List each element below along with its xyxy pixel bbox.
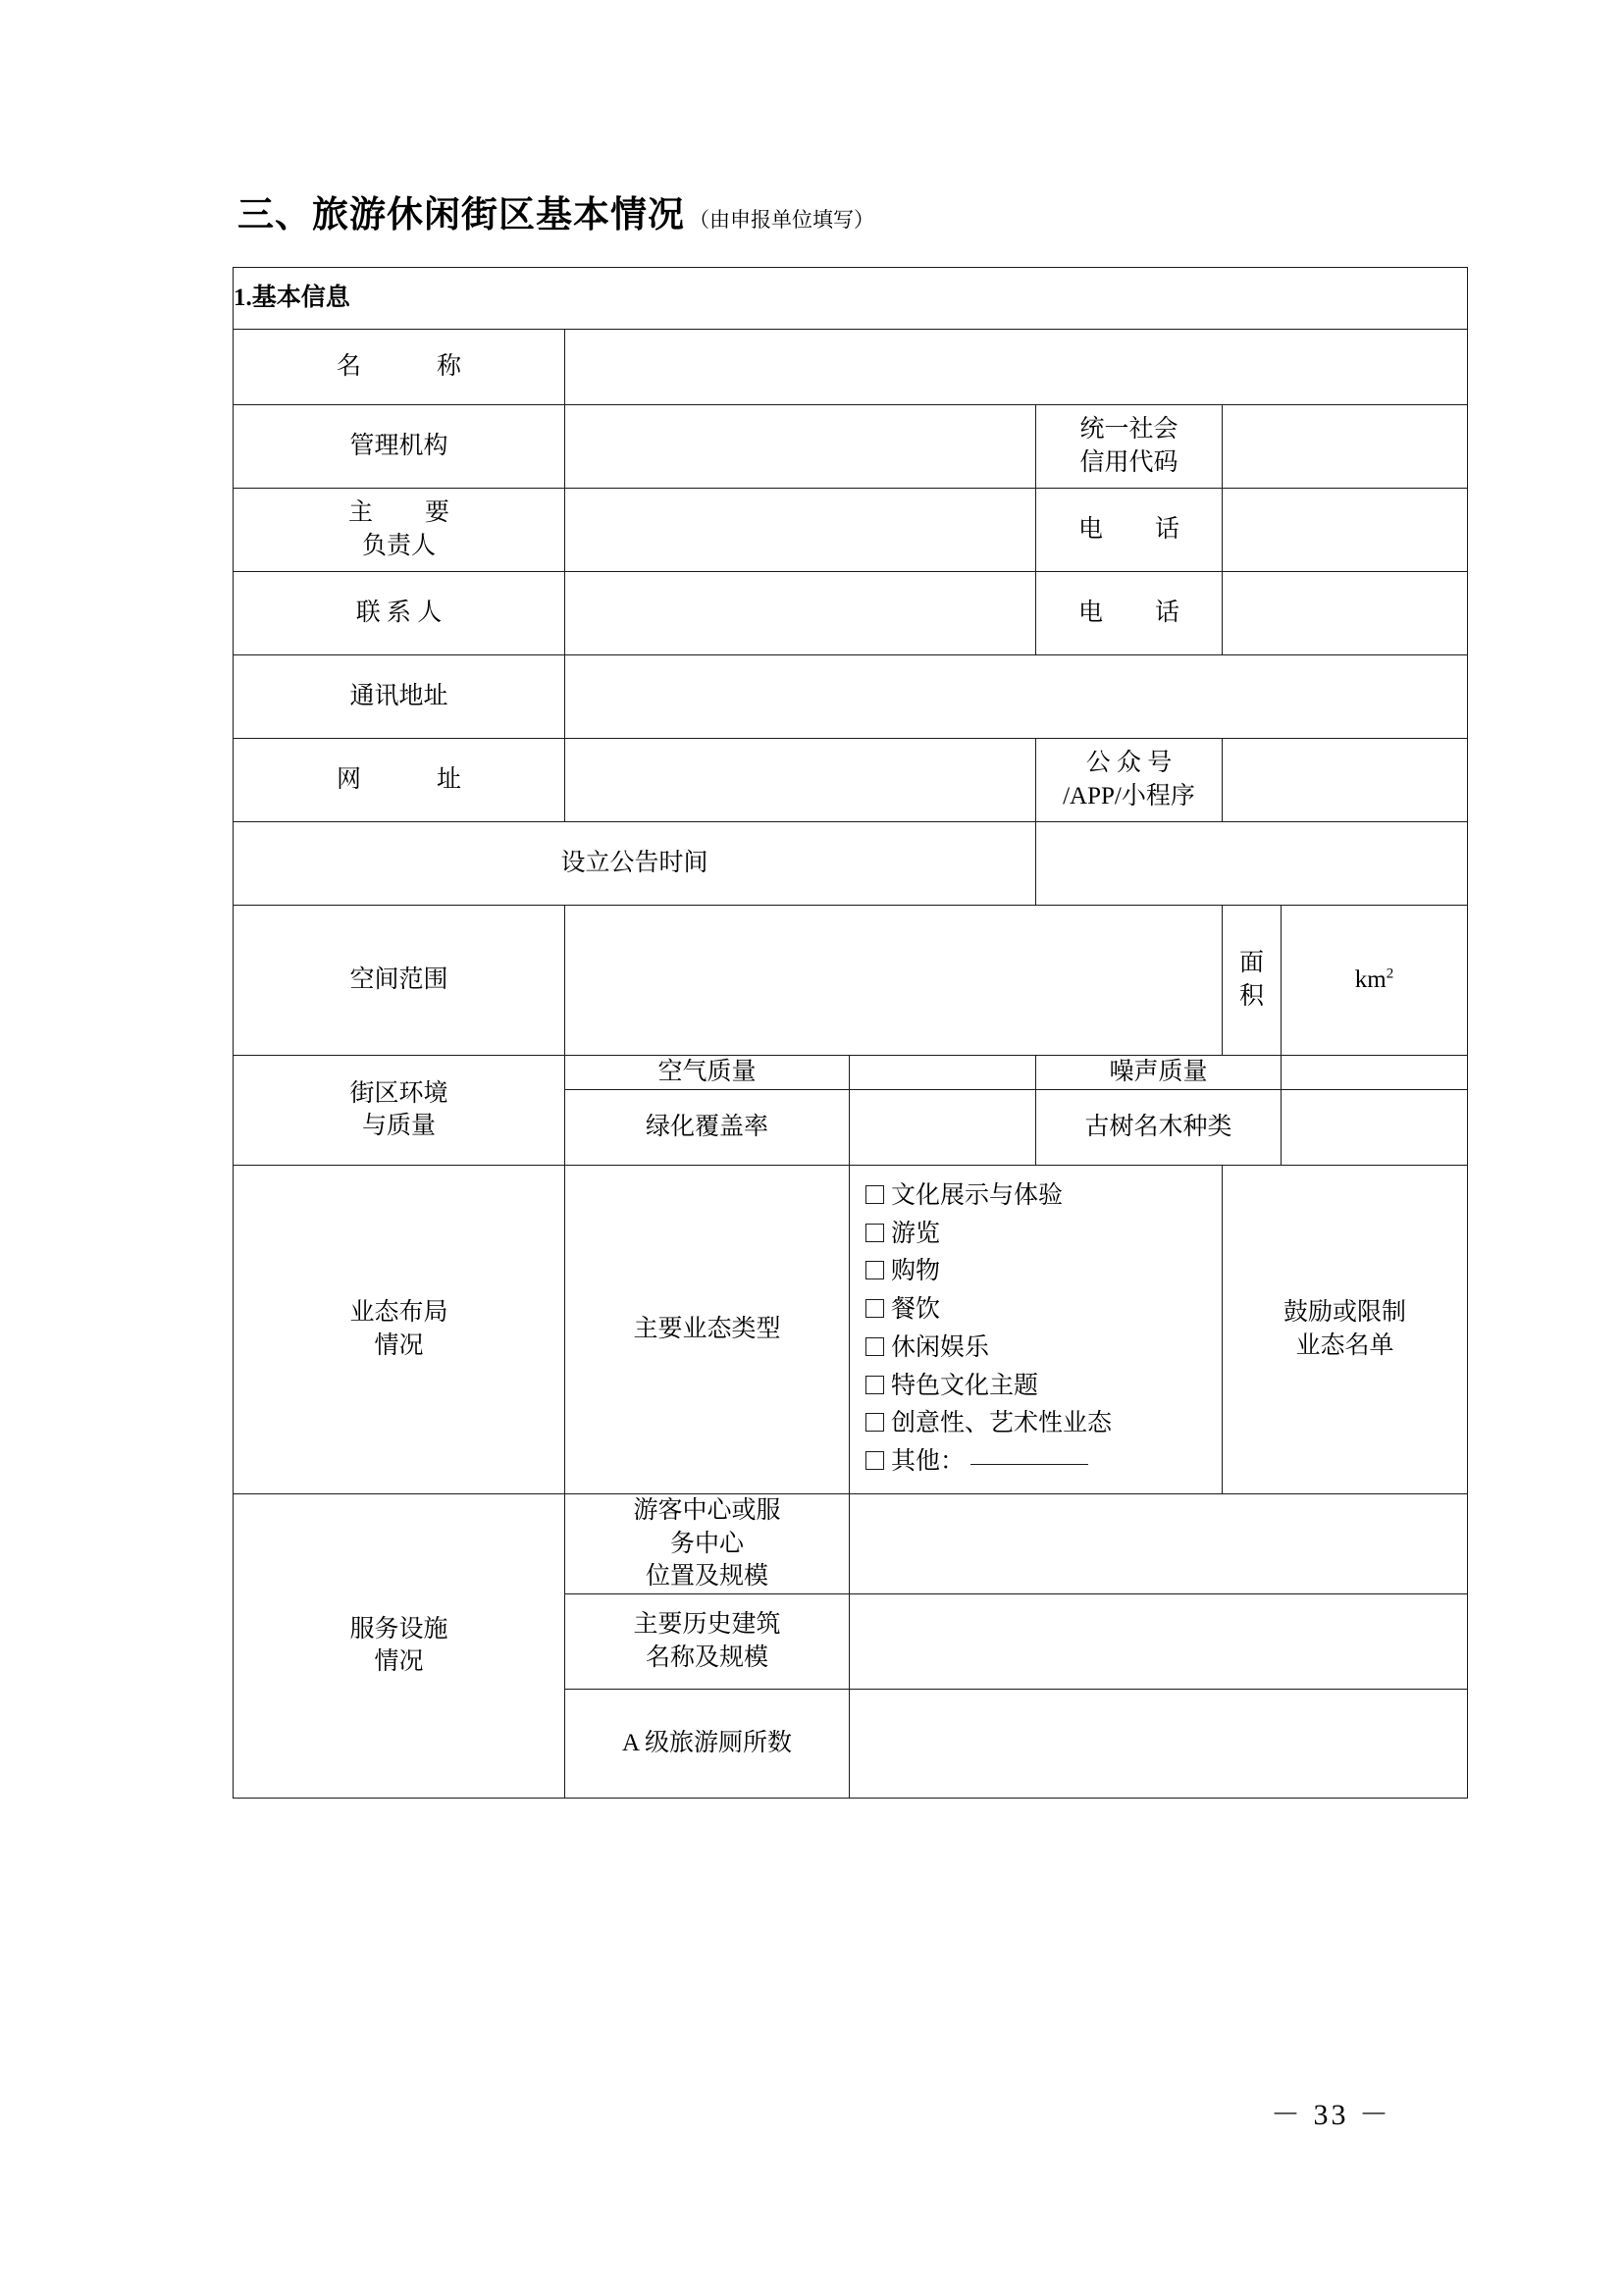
checkbox-icon[interactable]: [865, 1224, 884, 1242]
checkbox-option[interactable]: 特色文化主题: [865, 1368, 1222, 1406]
label-toilets: A 级旅游厕所数: [565, 1690, 850, 1799]
checkbox-icon[interactable]: [865, 1185, 884, 1204]
label-air-quality: 空气质量: [565, 1056, 850, 1090]
table-row: [234, 330, 1468, 405]
label-address: 通讯地址: [234, 655, 565, 739]
label-old-trees: 古树名木种类: [1036, 1089, 1282, 1165]
checkbox-option[interactable]: 创意性、艺术性业态: [865, 1405, 1222, 1443]
field-address[interactable]: [565, 655, 1468, 739]
table-row: [234, 1056, 1468, 1090]
section-title: 1.基本信息: [234, 268, 1468, 330]
label-facilities: 服务设施 情况: [234, 1493, 565, 1798]
label-credit-code: 统一社会 信用代码: [1036, 405, 1223, 489]
checkbox-option[interactable]: 购物: [865, 1253, 1222, 1291]
field-space-range[interactable]: [565, 906, 1223, 1056]
field-principal-phone[interactable]: [1223, 489, 1468, 572]
table-row: [234, 1165, 1468, 1493]
table-row: [234, 268, 1468, 330]
field-green-rate[interactable]: [850, 1089, 1036, 1165]
label-business-list: 鼓励或限制 业态名单: [1223, 1165, 1468, 1493]
field-principal[interactable]: [565, 489, 1036, 572]
checkbox-icon[interactable]: [865, 1337, 884, 1356]
business-type-checklist[interactable]: [850, 1165, 1223, 1493]
checkbox-icon[interactable]: [865, 1299, 884, 1318]
table-row: [234, 1493, 1468, 1593]
field-name[interactable]: [565, 330, 1468, 405]
label-contact-phone: 电 话: [1036, 572, 1223, 655]
label-business-main-type: 主要业态类型: [565, 1165, 850, 1493]
page-title-note: （由申报单位填写）: [689, 208, 874, 232]
field-announce-time[interactable]: [1036, 822, 1468, 906]
label-green-rate: 绿化覆盖率: [565, 1089, 850, 1165]
label-announce-time: 设立公告时间: [234, 822, 1036, 906]
field-credit-code[interactable]: [1223, 405, 1468, 489]
field-org[interactable]: [565, 405, 1036, 489]
label-principal: 主 要 负责人: [234, 489, 565, 572]
field-contact[interactable]: [565, 572, 1036, 655]
label-official-account: 公 众 号 /APP/小程序: [1036, 739, 1223, 822]
other-input-line[interactable]: [970, 1463, 1088, 1465]
table-row: [234, 739, 1468, 822]
table-row: [234, 405, 1468, 489]
field-noise-quality[interactable]: [1282, 1056, 1468, 1090]
table-row: [234, 906, 1468, 1056]
table-row: [234, 489, 1468, 572]
label-business-layout: 业态布局 情况: [234, 1165, 565, 1493]
field-area[interactable]: $km^2$: [1282, 906, 1468, 1056]
checkbox-icon[interactable]: [865, 1261, 884, 1279]
checkbox-icon[interactable]: [865, 1413, 884, 1432]
label-historic-buildings: 主要历史建筑 名称及规模: [565, 1594, 850, 1690]
label-principal-phone: 电 话: [1036, 489, 1223, 572]
label-space-range: 空间范围: [234, 906, 565, 1056]
field-visitor-center[interactable]: [850, 1493, 1468, 1593]
label-visitor-center: 游客中心或服 务中心 位置及规模: [565, 1493, 850, 1593]
label-website: 网 址: [234, 739, 565, 822]
page-title-main: 三、旅游休闲街区基本情况: [237, 192, 685, 235]
label-contact: 联 系 人: [234, 572, 565, 655]
label-area: 面 积: [1223, 906, 1282, 1056]
table-row: [234, 572, 1468, 655]
checkbox-icon[interactable]: [865, 1451, 884, 1470]
checkbox-option[interactable]: 餐饮: [865, 1291, 1222, 1330]
table-row: [234, 655, 1468, 739]
label-noise-quality: 噪声质量: [1036, 1056, 1282, 1090]
checkbox-option[interactable]: 游览: [865, 1216, 1222, 1254]
page-title: [237, 184, 874, 237]
label-environment: 街区环境 与质量: [234, 1056, 565, 1166]
field-old-trees[interactable]: [1282, 1089, 1468, 1165]
field-official-account[interactable]: [1223, 739, 1468, 822]
label-name: 名 称: [234, 330, 565, 405]
field-historic-buildings[interactable]: [850, 1594, 1468, 1690]
checkbox-icon[interactable]: [865, 1376, 884, 1394]
field-website[interactable]: [565, 739, 1036, 822]
field-contact-phone[interactable]: [1223, 572, 1468, 655]
checkbox-option-other[interactable]: 其他：: [865, 1443, 1222, 1482]
checkbox-option[interactable]: 文化展示与体验: [865, 1177, 1222, 1216]
table-row: [234, 822, 1468, 906]
page-number: － 33 －: [1271, 2099, 1391, 2131]
basic-info-form-table: [233, 267, 1468, 1799]
checkbox-option[interactable]: 休闲娱乐: [865, 1330, 1222, 1368]
field-air-quality[interactable]: [850, 1056, 1036, 1090]
label-org: 管理机构: [234, 405, 565, 489]
field-toilets[interactable]: [850, 1690, 1468, 1799]
